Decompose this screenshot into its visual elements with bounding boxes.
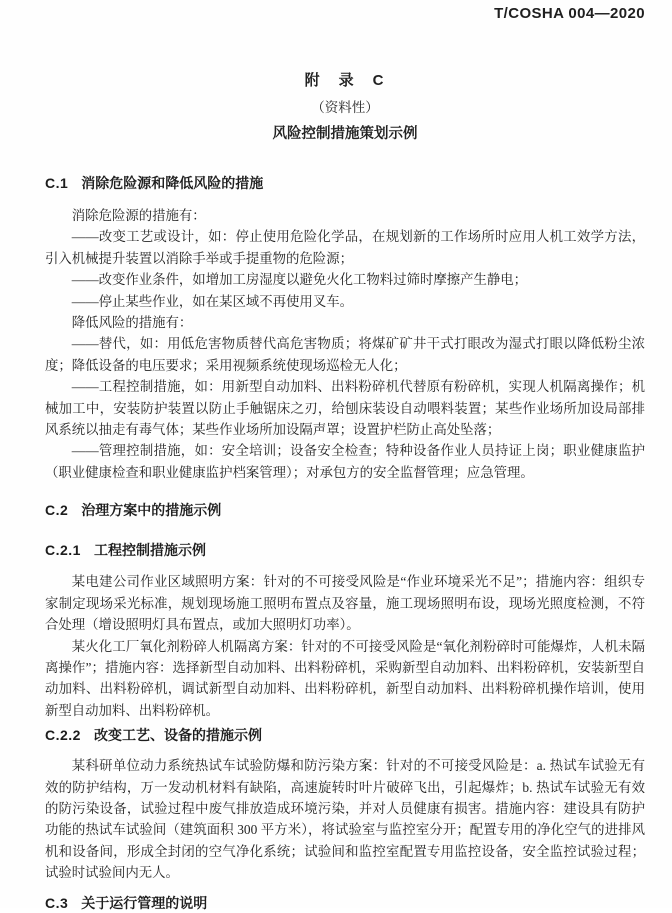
paragraph: 某科研单位动力系统热试车试验防爆和防污染方案：针对的不可接受风险是：a. 热试车试验无有效的防护结构，万一发动机材料有缺陷，高速旋转时叶片破碎飞出，引起爆炸；b. 热试车试验无有效的防污染设备，试验过程中废气排放造成环境污染，并对人员健康有损害。措施内容：建设具有防护功能的热试车试验间（建筑面积 300 平方米），将试验室与监控室分开；配置专用的净化空气的进排风机和设备间，形成全封闭的空气净化系统；试验间和监控室配置专用监控设备，安全监控试验过程；试验时试验间内无人。 xyxy=(45,758,645,881)
paragraph: 某电建公司作业区域照明方案：针对的不可接受风险是“作业环境采光不足”；措施内容：组织专家制定现场采光标准，规划现场施工照明布置点及容量，施工现场照明布设，现场光照度检测，不符合处理（增设照明灯具布置点，或加大照明灯功率）。 xyxy=(45,574,645,633)
paragraph: 消除危险源的措施有： xyxy=(71,208,206,223)
section-heading-c22 xyxy=(45,725,645,745)
section-body-c1 xyxy=(45,205,645,483)
section-body-c22 xyxy=(45,755,645,883)
doc-code: T/COSHA 004—2020 xyxy=(494,5,645,22)
section-heading-c2 xyxy=(45,500,645,520)
section-heading-c1 xyxy=(45,173,645,193)
section-heading-c21 xyxy=(45,540,645,560)
section-number: C.1 xyxy=(45,175,69,191)
paragraph: ——改变工艺或设计，如：停止使用危险化学品，在规划新的工作场所时应用人机工效学方法，引入机械提升装置以消除手举或手提重物的危险源； xyxy=(45,229,645,266)
paragraph: ——工程控制措施，如：用新型自动加料、出料粉碎机代替原有粉碎机，实现人机隔离操作；机械加工中，安装防护装置以防止手触锯床之刃，给刨床装设自动喂料装置；某些作业场所加设局部排风系统以抽走有毒气体；某些作业场所加设隔声罩；设置护栏防止高处坠落； xyxy=(45,379,645,438)
section-title: 关于运行管理的说明 xyxy=(81,894,208,911)
section-title: 工程控制措施示例 xyxy=(93,542,206,559)
section-number: C.2.2 xyxy=(45,727,81,744)
section-title: 治理方案中的措施示例 xyxy=(81,502,222,519)
paragraph: ——管理控制措施，如：安全培训；设备安全检查；特种设备作业人员持证上岗；职业健康监护（职业健康检查和职业健康监护档案管理）；对承包方的安全监督管理；应急管理。 xyxy=(45,443,645,480)
section-number: C.2.1 xyxy=(45,542,81,559)
paragraph: ——停止某些作业，如在某区域不再使用叉车。 xyxy=(71,293,353,309)
paragraph: ——替代，如：用低危害物质替代高危害物质；将煤矿矿井干式打眼改为湿式打眼以降低粉尘浓度；降低设备的电压要求；采用视频系统使现场巡检无人化； xyxy=(45,336,645,373)
paragraph: 降低风险的措施有： xyxy=(71,315,193,331)
section-body-c21 xyxy=(45,571,645,721)
paragraph: ——改变作业条件，如增加工房湿度以避免火化工物料过筛时摩擦产生静电； xyxy=(71,272,528,288)
appendix-kind: （资料性） xyxy=(311,100,379,115)
appendix-title-block xyxy=(45,71,645,144)
section-heading-c3 xyxy=(45,893,645,913)
section-number: C.2 xyxy=(45,502,69,519)
appendix-subject: 风险控制措施策划示例 xyxy=(272,126,418,142)
section-title: 消除危险源和降低风险的措施 xyxy=(81,175,264,191)
appendix-label: 附 录 C xyxy=(304,72,386,89)
section-title: 改变工艺、设备的措施示例 xyxy=(93,727,262,744)
section-number: C.3 xyxy=(45,894,69,911)
paragraph: 某火化工厂氧化剂粉碎人机隔离方案：针对的不可接受风险是“氧化剂粉碎时可能爆炸，人机未隔离操作”；措施内容：选择新型自动加料、出料粉碎机，采购新型自动加料、出料粉碎机，安装新型自动加料、出料粉碎机，调试新型自动加料、出料粉碎机，新型自动加料、出料粉碎机操作培训，使用新型自动加料、出料粉碎机。 xyxy=(45,638,645,718)
